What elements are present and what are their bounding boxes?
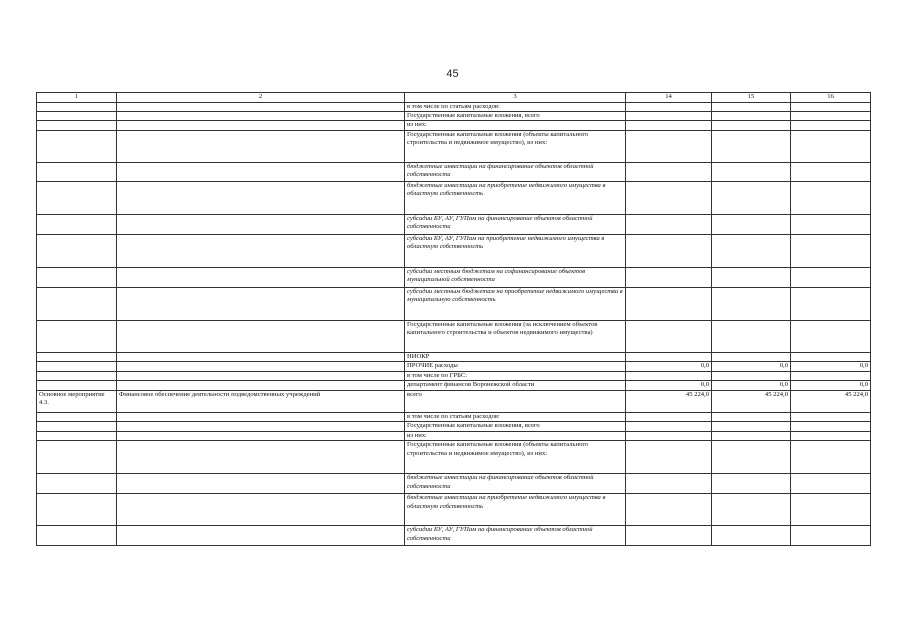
cell-col-15 <box>712 121 791 130</box>
cell-col-16 <box>791 432 871 441</box>
cell-col-3: субсидии местным бюджетам на приобретение недвижимого имущества в муниципальную собственность <box>405 287 626 320</box>
cell-col-15 <box>712 526 791 546</box>
cell-col-3: бюджетные инвестиции на приобретение недвижимого имущества в областную собственность <box>405 494 626 526</box>
col-header-1: 1 <box>37 93 117 103</box>
cell-col-14 <box>626 432 712 441</box>
cell-col-16 <box>791 267 871 287</box>
cell-col-15 <box>712 267 791 287</box>
cell-col-14 <box>626 441 712 474</box>
cell-col-1 <box>37 413 117 422</box>
cell-col-2 <box>117 112 405 121</box>
cell-col-14 <box>626 422 712 432</box>
cell-col-15 <box>712 103 791 112</box>
cell-col-1 <box>37 422 117 432</box>
cell-col-1 <box>37 432 117 441</box>
cell-col-3: ПРОЧИЕ расходы <box>405 361 626 371</box>
cell-col-3: субсидии местным бюджетам на софинансирование объектов муниципальной собственности <box>405 267 626 287</box>
cell-col-2 <box>117 267 405 287</box>
cell-col-3: Государственные капитальные вложения (объекты капитального строительства и недвижимое имущество), из них: <box>405 441 626 474</box>
cell-col-3: Государственные капитальные вложения, всего <box>405 422 626 432</box>
cell-col-2 <box>117 432 405 441</box>
cell-col-2 <box>117 234 405 267</box>
cell-col-1 <box>37 381 117 391</box>
table-row <box>37 162 871 181</box>
cell-col-2 <box>117 214 405 234</box>
cell-col-1 <box>37 352 117 361</box>
cell-col-1 <box>37 130 117 162</box>
table-row <box>37 181 871 214</box>
cell-col-15: 45 224,0 <box>712 391 791 413</box>
cell-col-2 <box>117 181 405 214</box>
cell-col-14: 0,0 <box>626 381 712 391</box>
table-row <box>37 320 871 352</box>
table-row <box>37 121 871 130</box>
cell-col-1: Основное мероприятие 4.3. <box>37 391 117 413</box>
cell-col-16 <box>791 320 871 352</box>
cell-col-2 <box>117 371 405 380</box>
cell-col-16 <box>791 214 871 234</box>
cell-col-16 <box>791 413 871 422</box>
cell-col-14 <box>626 103 712 112</box>
table-row <box>37 112 871 121</box>
cell-col-16 <box>791 103 871 112</box>
cell-col-3: всего <box>405 391 626 413</box>
cell-col-16: 0,0 <box>791 381 871 391</box>
cell-col-1 <box>37 214 117 234</box>
cell-col-1 <box>37 287 117 320</box>
table-row <box>37 432 871 441</box>
cell-col-2 <box>117 413 405 422</box>
cell-col-15 <box>712 432 791 441</box>
cell-col-3: из них: <box>405 432 626 441</box>
cell-col-16 <box>791 287 871 320</box>
cell-col-2 <box>117 494 405 526</box>
col-header-2: 2 <box>117 93 405 103</box>
cell-col-1 <box>37 371 117 380</box>
cell-col-1 <box>37 121 117 130</box>
cell-col-1 <box>37 526 117 546</box>
cell-col-2 <box>117 320 405 352</box>
col-header-16: 16 <box>791 93 871 103</box>
cell-col-16 <box>791 422 871 432</box>
cell-col-14 <box>626 371 712 380</box>
col-header-15: 15 <box>712 93 791 103</box>
cell-col-14 <box>626 130 712 162</box>
cell-col-3: субсидии БУ, АУ, ГУПам на приобретение недвижимого имущества в областную собственность <box>405 234 626 267</box>
cell-col-15 <box>712 352 791 361</box>
col-header-3: 3 <box>405 93 626 103</box>
cell-col-14 <box>626 234 712 267</box>
cell-col-3: в том числе по ГРБС: <box>405 371 626 380</box>
cell-col-15 <box>712 474 791 494</box>
cell-col-14 <box>626 181 712 214</box>
cell-col-14 <box>626 162 712 181</box>
cell-col-16 <box>791 121 871 130</box>
col-header-14: 14 <box>626 93 712 103</box>
cell-col-1 <box>37 112 117 121</box>
cell-col-2 <box>117 162 405 181</box>
cell-col-16: 45 224,0 <box>791 391 871 413</box>
cell-col-14 <box>626 112 712 121</box>
table-row <box>37 130 871 162</box>
cell-col-2: Финансовое обеспечение деятельности подведомственных учреждений <box>117 391 405 413</box>
cell-col-15 <box>712 112 791 121</box>
cell-col-1 <box>37 320 117 352</box>
cell-col-14: 0,0 <box>626 361 712 371</box>
cell-col-14 <box>626 494 712 526</box>
cell-col-3: из них: <box>405 121 626 130</box>
cell-col-1 <box>37 234 117 267</box>
cell-col-2 <box>117 441 405 474</box>
cell-col-14: 45 224,0 <box>626 391 712 413</box>
cell-col-15: 0,0 <box>712 381 791 391</box>
cell-col-15 <box>712 234 791 267</box>
table-row <box>37 103 871 112</box>
cell-col-15: 0,0 <box>712 361 791 371</box>
cell-col-14 <box>626 474 712 494</box>
cell-col-3: субсидии БУ, АУ, ГУПам на финансирование объектов областной собственности <box>405 214 626 234</box>
cell-col-2 <box>117 287 405 320</box>
cell-col-2 <box>117 103 405 112</box>
cell-col-14 <box>626 413 712 422</box>
cell-col-2 <box>117 474 405 494</box>
cell-col-15 <box>712 422 791 432</box>
cell-col-2 <box>117 352 405 361</box>
cell-col-15 <box>712 320 791 352</box>
cell-col-3: бюджетные инвестиции на приобретение недвижимого имущества в областную собственность <box>405 181 626 214</box>
cell-col-1 <box>37 162 117 181</box>
cell-col-1 <box>37 494 117 526</box>
table-row <box>37 422 871 432</box>
cell-col-1 <box>37 361 117 371</box>
cell-col-3: бюджетные инвестиции на финансирование объектов областной собственности <box>405 162 626 181</box>
cell-col-2 <box>117 361 405 371</box>
table-row <box>37 441 871 474</box>
cell-col-16 <box>791 371 871 380</box>
cell-col-15 <box>712 494 791 526</box>
cell-col-3: Государственные капитальные вложения (за исключением объектов капитального строительства и объектов недвижимого имущества) <box>405 320 626 352</box>
table-row <box>37 234 871 267</box>
table-row <box>37 361 871 371</box>
cell-col-14 <box>626 267 712 287</box>
cell-col-15 <box>712 287 791 320</box>
cell-col-15 <box>712 214 791 234</box>
cell-col-14 <box>626 352 712 361</box>
budget-table <box>36 92 871 546</box>
cell-col-1 <box>37 103 117 112</box>
cell-col-2 <box>117 121 405 130</box>
table-row <box>37 267 871 287</box>
cell-col-14 <box>626 287 712 320</box>
cell-col-16 <box>791 441 871 474</box>
table-row <box>37 214 871 234</box>
cell-col-3: в том числе по статьям расходов: <box>405 413 626 422</box>
table-row <box>37 287 871 320</box>
cell-col-15 <box>712 441 791 474</box>
cell-col-16 <box>791 352 871 361</box>
cell-col-3: департамент финансов Воронежской области <box>405 381 626 391</box>
cell-col-16 <box>791 162 871 181</box>
cell-col-1 <box>37 474 117 494</box>
cell-col-1 <box>37 267 117 287</box>
cell-col-3: субсидии БУ, АУ, ГУПам на финансирование объектов областной собственности <box>405 526 626 546</box>
cell-col-14 <box>626 526 712 546</box>
header-row <box>37 93 871 103</box>
cell-col-16 <box>791 112 871 121</box>
cell-col-3: Государственные капитальные вложения, всего <box>405 112 626 121</box>
cell-col-3: в том числе по статьям расходов: <box>405 103 626 112</box>
table-row <box>37 352 871 361</box>
cell-col-3: бюджетные инвестиции на финансирование объектов областной собственности <box>405 474 626 494</box>
cell-col-16 <box>791 234 871 267</box>
table-row <box>37 526 871 546</box>
table-row <box>37 474 871 494</box>
cell-col-2 <box>117 381 405 391</box>
cell-col-2 <box>117 526 405 546</box>
cell-col-15 <box>712 413 791 422</box>
cell-col-16: 0,0 <box>791 361 871 371</box>
cell-col-14 <box>626 320 712 352</box>
cell-col-3: Государственные капитальные вложения (объекты капитального строительства и недвижимое имущество), из них: <box>405 130 626 162</box>
cell-col-16 <box>791 181 871 214</box>
cell-col-14 <box>626 121 712 130</box>
cell-col-2 <box>117 422 405 432</box>
table-row <box>37 381 871 391</box>
cell-col-2 <box>117 130 405 162</box>
cell-col-16 <box>791 130 871 162</box>
cell-col-3: НИОКР <box>405 352 626 361</box>
cell-col-14 <box>626 214 712 234</box>
cell-col-16 <box>791 526 871 546</box>
table-row <box>37 494 871 526</box>
cell-col-1 <box>37 181 117 214</box>
cell-col-16 <box>791 474 871 494</box>
table-row <box>37 413 871 422</box>
cell-col-16 <box>791 494 871 526</box>
table-row <box>37 391 871 413</box>
cell-col-15 <box>712 130 791 162</box>
cell-col-1 <box>37 441 117 474</box>
cell-col-15 <box>712 162 791 181</box>
cell-col-15 <box>712 181 791 214</box>
cell-col-15 <box>712 371 791 380</box>
table-row <box>37 371 871 380</box>
table-body <box>37 103 871 546</box>
page-number: 45 <box>446 68 459 80</box>
